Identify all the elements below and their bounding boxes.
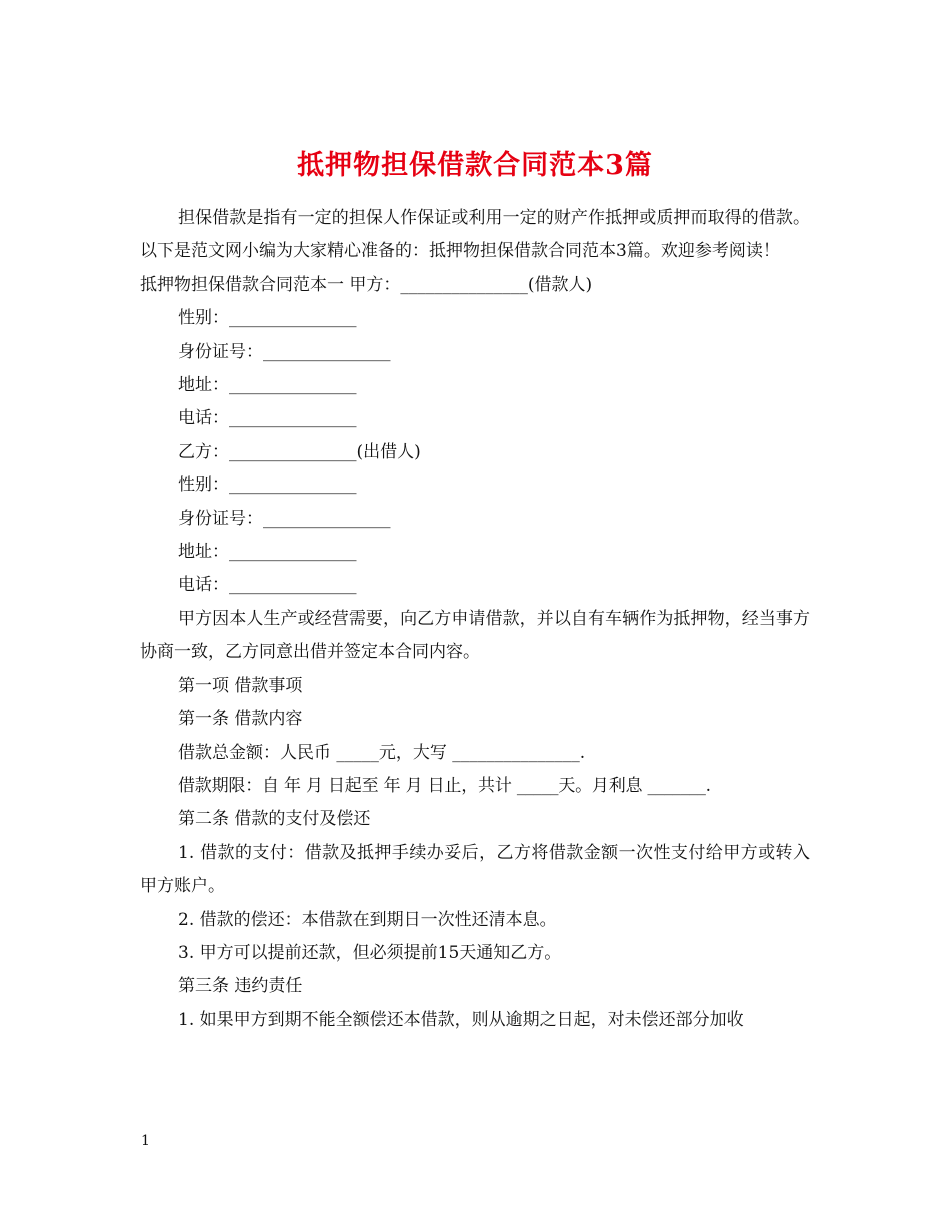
section-one-heading: 第一项 借款事项 bbox=[178, 675, 303, 696]
party-a-gender-line: 性别：_______________ bbox=[178, 308, 357, 329]
party-b-id-line: 身份证号：_______________ bbox=[178, 508, 391, 529]
payment-clause: 1. 借款的支付：借款及抵押手续办妥后，乙方将借款金额一次性支付给甲方或转入甲方账户。 bbox=[140, 842, 810, 897]
article-two-heading: 第二条 借款的支付及偿还 bbox=[178, 809, 371, 830]
early-repayment-clause: 3. 甲方可以提前还款，但必须提前15天通知乙方。 bbox=[178, 942, 562, 963]
repayment-clause: 2. 借款的偿还：本借款在到期日一次性还清本息。 bbox=[178, 909, 557, 930]
party-b-gender-line: 性别：_______________ bbox=[178, 475, 357, 496]
contract-heading-party-a-line: 抵押物担保借款合同范本一 甲方：_______________(借款人) bbox=[140, 274, 593, 295]
loan-purpose-paragraph: 甲方因本人生产或经营需要，向乙方申请借款，并以自有车辆作为抵押物，经当事方协商一致，乙方同意出借并签定本合同内容。 bbox=[140, 608, 810, 663]
party-b-address-line: 地址：_______________ bbox=[178, 542, 357, 563]
party-a-address-line: 地址：_______________ bbox=[178, 375, 357, 396]
document-title: 抵押物担保借款合同范本3篇 bbox=[297, 150, 653, 182]
default-liability-clause: 1. 如果甲方到期不能全额偿还本借款，则从逾期之日起，对未偿还部分加收 bbox=[178, 1009, 744, 1030]
loan-term-line: 借款期限：自 年 月 日起至 年 月 日止，共计 _____天。月利息 _______. bbox=[178, 775, 711, 796]
article-three-heading: 第三条 违约责任 bbox=[178, 976, 303, 997]
party-b-phone-line: 电话：_______________ bbox=[178, 575, 357, 596]
loan-amount-line: 借款总金额：人民币 _____元，大写 _______________. bbox=[178, 742, 586, 763]
page-number: 1 bbox=[141, 1133, 150, 1149]
intro-paragraph: 担保借款是指有一定的担保人作保证或利用一定的财产作抵押或质押而取得的借款。以下是范文网小编为大家精心准备的：抵押物担保借款合同范本3篇。欢迎参考阅读！ bbox=[140, 208, 810, 262]
article-one-heading: 第一条 借款内容 bbox=[178, 709, 303, 730]
document-body bbox=[140, 202, 810, 1037]
party-a-id-line: 身份证号：_______________ bbox=[178, 341, 391, 362]
party-a-phone-line: 电话：_______________ bbox=[178, 408, 357, 429]
party-b-line: 乙方：_______________(出借人) bbox=[178, 441, 421, 462]
